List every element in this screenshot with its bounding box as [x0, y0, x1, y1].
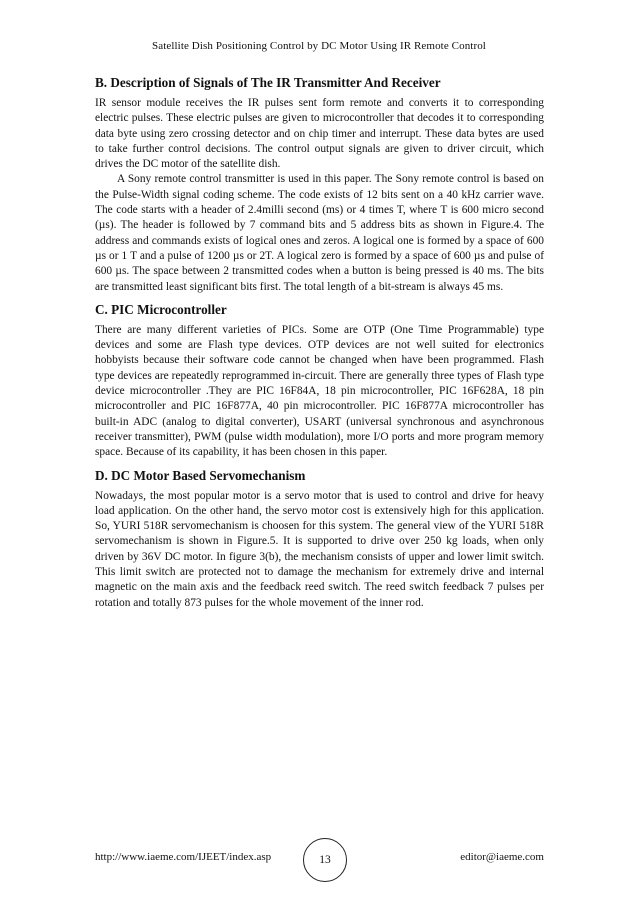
section-heading-c: C. PIC Microcontroller: [95, 301, 227, 317]
section-d-paragraph-1: Nowadays, the most popular motor is a servo motor that is used to control and drive for heavy load application. On the other hand, the servo motor cost is extensively high for this application. So, YURI 518R servomechanism is choosen for this system. The general view of the YURI 518R servomechanism is shown in Figure.5. It is supported to drive over 250 kg loads, when only driven by 36V DC motor. In figure 3(b), the mechanism consists of upper and lower limit switch. This limit switch are protected not to damage the mechanism for extremely drive and internal magnetic on the main axis and the feedback reed switch. The reed switch feedback 7 pulses per rotation and totally 873 pulses for the whole movement of the inner rod.: [95, 489, 544, 609]
section-heading-b: B. Description of Signals of The IR Transmitter And Receiver: [95, 75, 441, 90]
page-body: [95, 74, 544, 611]
section-c-paragraph-1: There are many different varieties of PICs. Some are OTP (One Time Programmable) type devices and some are Flash type devices. OTP devices are not well suited for electronics hobbyists because their software code cannot be changed when have been programmed. Flash type devices are repeatedly reprogrammed in-circuit. There are generally three types of Flash type device microcontroller .They are PIC 16F84A, 18 pin microcontroller, PIC 16F628A, 18 pin microcontroller and PIC 16F877A, 40 pin microcontroller. PIC 16F877A microcontroller has built-in ADC (analog to digital converter), USART (universal synchronous and asynchronous receiver transmitter), PWM (pulse width modulation), more I/O ports and more program memory space. Because of its capability, it has been chosen in this paper.: [95, 323, 544, 459]
footer-email-link[interactable]: editor@iaeme.com: [460, 851, 544, 863]
footer-url-link[interactable]: http://www.iaeme.com/IJEET/index.asp: [95, 851, 272, 863]
section-b-paragraph-1: IR sensor module receives the IR pulses sent form remote and converts it to corresponding electric pulses. These electric pulses are given to microcontroller that decodes it to corresponding data byte using zero crossing detector and on chip timer and interrupt. These data bytes are used to take further control decisions. The control output signals are given to driver circuit, which drives the DC motor of the satellite dish.: [95, 97, 544, 171]
running-header: Satellite Dish Positioning Control by DC Motor Using IR Remote Control: [152, 40, 486, 52]
page-footer: [95, 848, 544, 870]
section-b-paragraph-2: A Sony remote control transmitter is used in this paper. The Sony remote control is based on the Pulse-Width signal coding scheme. The code exists of 12 bits sent on a 40 kHz carrier wave. The code starts with a header of 2.4milli second (ms) or 4 times T, where T is 600 micro second (µs). The header is followed by 7 command bits and 5 address bits as shown in Figure.4. The address and commands exists of logical ones and zeros. A logical one is formed by a space of 600 µs or 1 T and a pulse of 1200 µs or 2T. A logical zero is formed by a space of 600 µs and pulse of 600 µs. The space between 2 transmitted codes when a button is being pressed is 40 ms. The bits are transmitted least significant bits first. The total length of a bit-stream is always 45 ms.: [95, 173, 544, 293]
section-heading-d: D. DC Motor Based Servomechanism: [95, 467, 306, 483]
page-number: 13: [303, 838, 347, 882]
